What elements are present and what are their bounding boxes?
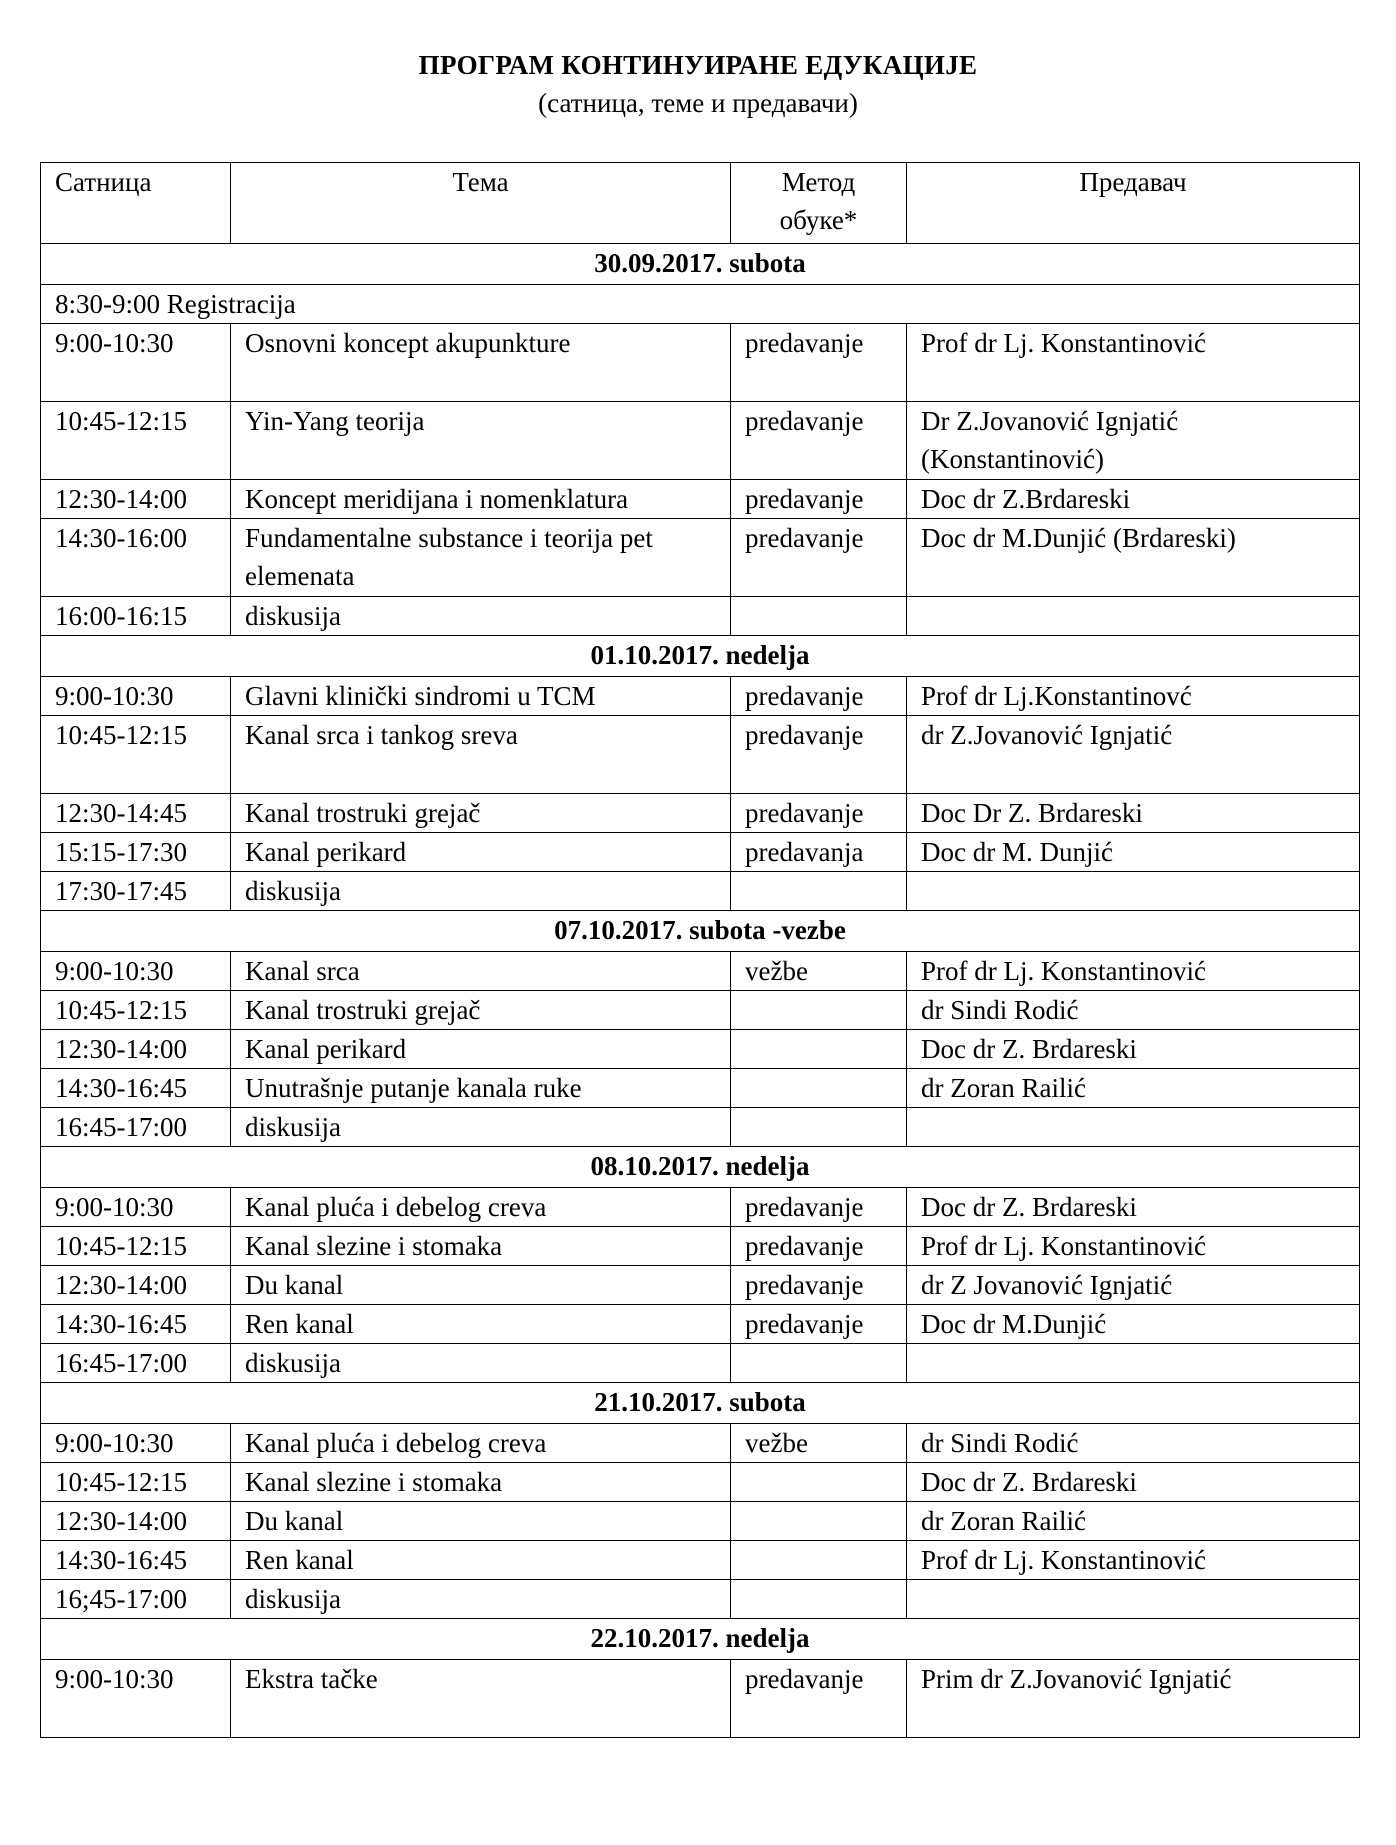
table-row xyxy=(41,1541,1360,1580)
cell-time: 10:45-12:15 xyxy=(41,1463,231,1502)
cell-topic: Kanal srca xyxy=(231,952,731,991)
table-row xyxy=(41,716,1360,794)
cell-topic: Kanal slezine i stomaka xyxy=(231,1227,731,1266)
page-subtitle: (сатница, теме и предавачи) xyxy=(538,88,858,118)
cell-method xyxy=(731,1344,907,1383)
table-row xyxy=(41,991,1360,1030)
cell-lecturer: dr Zoran Railić xyxy=(907,1502,1360,1541)
cell-topic: Ren kanal xyxy=(231,1541,731,1580)
cell-time: 14:30-16:45 xyxy=(41,1069,231,1108)
cell-time: 16:45-17:00 xyxy=(41,1344,231,1383)
cell-time: 12:30-14:00 xyxy=(41,480,231,519)
header-time: Сатница xyxy=(41,163,231,244)
cell-time: 9:00-10:30 xyxy=(41,1660,231,1738)
cell-method xyxy=(731,597,907,636)
table-row xyxy=(41,402,1360,480)
cell-time: 16:00-16:15 xyxy=(41,597,231,636)
cell-method: predavanje xyxy=(731,1660,907,1738)
cell-method: predavanje xyxy=(731,1188,907,1227)
cell-method: vežbe xyxy=(731,1424,907,1463)
cell-method: predavanja xyxy=(731,833,907,872)
day-date: 07.10.2017. subota -vezbe xyxy=(41,911,1360,952)
table-row xyxy=(41,324,1360,402)
cell-time: 10:45-12:15 xyxy=(41,991,231,1030)
table-row xyxy=(41,952,1360,991)
cell-method xyxy=(731,991,907,1030)
cell-time: 12:30-14:00 xyxy=(41,1266,231,1305)
cell-method: predavanje xyxy=(731,677,907,716)
table-row xyxy=(41,1188,1360,1227)
table-row xyxy=(41,1344,1360,1383)
table-row xyxy=(41,1580,1360,1619)
table-row xyxy=(41,1069,1360,1108)
cell-lecturer xyxy=(907,872,1360,911)
cell-time: 12:30-14:45 xyxy=(41,794,231,833)
cell-time: 16;45-17:00 xyxy=(41,1580,231,1619)
day-header-row xyxy=(41,1383,1360,1424)
cell-time: 14:30-16:45 xyxy=(41,1541,231,1580)
cell-topic: diskusija xyxy=(231,872,731,911)
cell-lecturer: Doc dr Z. Brdareski xyxy=(907,1463,1360,1502)
cell-time: 12:30-14:00 xyxy=(41,1030,231,1069)
table-header-row xyxy=(41,163,1360,244)
cell-lecturer: dr Sindi Rodić xyxy=(907,1424,1360,1463)
cell-topic: diskusija xyxy=(231,1108,731,1147)
header-lecturer: Предавач xyxy=(907,163,1360,244)
cell-lecturer: Doc Dr Z. Brdareski xyxy=(907,794,1360,833)
cell-method xyxy=(731,1463,907,1502)
cell-time: 15:15-17:30 xyxy=(41,833,231,872)
table-row xyxy=(41,480,1360,519)
cell-lecturer: dr Z Jovanović Ignjatić xyxy=(907,1266,1360,1305)
cell-method xyxy=(731,1541,907,1580)
cell-topic: Ekstra tačke xyxy=(231,1660,731,1738)
cell-lecturer: Doc dr Z. Brdareski xyxy=(907,1188,1360,1227)
cell-lecturer xyxy=(907,1580,1360,1619)
cell-lecturer: Doc dr M.Dunjić (Brdareski) xyxy=(907,519,1360,597)
cell-topic: Koncept meridijana i nomenklatura xyxy=(231,480,731,519)
table-row xyxy=(41,1227,1360,1266)
cell-topic: Glavni klinički sindromi u TCM xyxy=(231,677,731,716)
day-header-row xyxy=(41,244,1360,285)
header-topic: Тема xyxy=(231,163,731,244)
cell-method: predavanje xyxy=(731,1305,907,1344)
cell-lecturer: Doc dr M. Dunjić xyxy=(907,833,1360,872)
cell-topic: diskusija xyxy=(231,1580,731,1619)
table-row xyxy=(41,872,1360,911)
cell-lecturer: dr Z.Jovanović Ignjatić xyxy=(907,716,1360,794)
cell-method: predavanje xyxy=(731,480,907,519)
cell-method xyxy=(731,1030,907,1069)
cell-time: 9:00-10:30 xyxy=(41,324,231,402)
cell-time: 10:45-12:15 xyxy=(41,716,231,794)
cell-topic: Kanal perikard xyxy=(231,1030,731,1069)
day-header-row xyxy=(41,911,1360,952)
cell-topic: Du kanal xyxy=(231,1266,731,1305)
cell-time: 17:30-17:45 xyxy=(41,872,231,911)
cell-method xyxy=(731,1502,907,1541)
table-row xyxy=(41,677,1360,716)
cell-lecturer: Prof dr Lj. Konstantinović xyxy=(907,1227,1360,1266)
table-row xyxy=(41,833,1360,872)
registration-note: 8:30-9:00 Registracija xyxy=(41,285,1360,324)
cell-topic: Unutrašnje putanje kanala ruke xyxy=(231,1069,731,1108)
cell-topic: Kanal slezine i stomaka xyxy=(231,1463,731,1502)
day-header-row xyxy=(41,1147,1360,1188)
day-date: 01.10.2017. nedelja xyxy=(41,636,1360,677)
schedule-table xyxy=(40,162,1360,1738)
cell-topic: Kanal trostruki grejač xyxy=(231,991,731,1030)
cell-time: 9:00-10:30 xyxy=(41,1424,231,1463)
cell-method: predavanje xyxy=(731,1266,907,1305)
day-header-row xyxy=(41,636,1360,677)
cell-time: 9:00-10:30 xyxy=(41,1188,231,1227)
cell-time: 9:00-10:30 xyxy=(41,677,231,716)
cell-topic: Du kanal xyxy=(231,1502,731,1541)
cell-time: 10:45-12:15 xyxy=(41,402,231,480)
day-date: 30.09.2017. subota xyxy=(41,244,1360,285)
cell-topic: Osnovni koncept akupunkture xyxy=(231,324,731,402)
header-method-line1: Метод xyxy=(781,167,856,197)
table-row xyxy=(41,1424,1360,1463)
cell-topic: diskusija xyxy=(231,597,731,636)
cell-method: predavanje xyxy=(731,324,907,402)
page-title: ПРОГРАМ КОНТИНУИРАНЕ ЕДУКАЦИЈЕ xyxy=(418,50,978,80)
table-row xyxy=(41,1660,1360,1738)
cell-time: 14:30-16:45 xyxy=(41,1305,231,1344)
header-method xyxy=(731,163,907,244)
table-row xyxy=(41,1305,1360,1344)
cell-topic: Kanal perikard xyxy=(231,833,731,872)
cell-time: 9:00-10:30 xyxy=(41,952,231,991)
cell-method xyxy=(731,1069,907,1108)
cell-method: predavanje xyxy=(731,402,907,480)
cell-topic: diskusija xyxy=(231,1344,731,1383)
table-row xyxy=(41,794,1360,833)
cell-method xyxy=(731,1108,907,1147)
cell-method xyxy=(731,1580,907,1619)
table-row xyxy=(41,1502,1360,1541)
cell-lecturer: Dr Z.Jovanović Ignjatić (Konstantinović) xyxy=(907,402,1360,480)
table-row xyxy=(41,1030,1360,1069)
table-row xyxy=(41,1266,1360,1305)
cell-time: 10:45-12:15 xyxy=(41,1227,231,1266)
cell-topic: Kanal pluća i debelog creva xyxy=(231,1188,731,1227)
registration-row xyxy=(41,285,1360,324)
cell-lecturer: Prof dr Lj.Konstantinovć xyxy=(907,677,1360,716)
table-row xyxy=(41,597,1360,636)
cell-lecturer: dr Zoran Railić xyxy=(907,1069,1360,1108)
table-row xyxy=(41,1108,1360,1147)
cell-lecturer: Doc dr Z.Brdareski xyxy=(907,480,1360,519)
day-date: 08.10.2017. nedelja xyxy=(41,1147,1360,1188)
cell-time: 16:45-17:00 xyxy=(41,1108,231,1147)
cell-lecturer xyxy=(907,597,1360,636)
day-date: 22.10.2017. nedelja xyxy=(41,1619,1360,1660)
cell-lecturer: Prof dr Lj. Konstantinović xyxy=(907,952,1360,991)
cell-topic: Ren kanal xyxy=(231,1305,731,1344)
cell-lecturer: Prof dr Lj. Konstantinović xyxy=(907,1541,1360,1580)
cell-topic: Kanal trostruki grejač xyxy=(231,794,731,833)
cell-method xyxy=(731,872,907,911)
cell-lecturer: Prim dr Z.Jovanović Ignjatić xyxy=(907,1660,1360,1738)
cell-time: 14:30-16:00 xyxy=(41,519,231,597)
cell-topic: Kanal srca i tankog sreva xyxy=(231,716,731,794)
table-row xyxy=(41,1463,1360,1502)
cell-topic: Yin-Yang teorija xyxy=(231,402,731,480)
cell-lecturer xyxy=(907,1108,1360,1147)
cell-lecturer: Doc dr M.Dunjić xyxy=(907,1305,1360,1344)
day-header-row xyxy=(41,1619,1360,1660)
cell-method: vežbe xyxy=(731,952,907,991)
cell-lecturer: Doc dr Z. Brdareski xyxy=(907,1030,1360,1069)
cell-topic: Kanal pluća i debelog creva xyxy=(231,1424,731,1463)
cell-lecturer xyxy=(907,1344,1360,1383)
cell-method: predavanje xyxy=(731,794,907,833)
cell-lecturer: Prof dr Lj. Konstantinović xyxy=(907,324,1360,402)
cell-lecturer: dr Sindi Rodić xyxy=(907,991,1360,1030)
table-row xyxy=(41,519,1360,597)
cell-time: 12:30-14:00 xyxy=(41,1502,231,1541)
cell-method: predavanje xyxy=(731,519,907,597)
cell-topic: Fundamentalne substance i teorija pet elemenata xyxy=(231,519,731,597)
day-date: 21.10.2017. subota xyxy=(41,1383,1360,1424)
cell-method: predavanje xyxy=(731,1227,907,1266)
header-method-line2: обуке* xyxy=(779,205,858,235)
cell-method: predavanje xyxy=(731,716,907,794)
